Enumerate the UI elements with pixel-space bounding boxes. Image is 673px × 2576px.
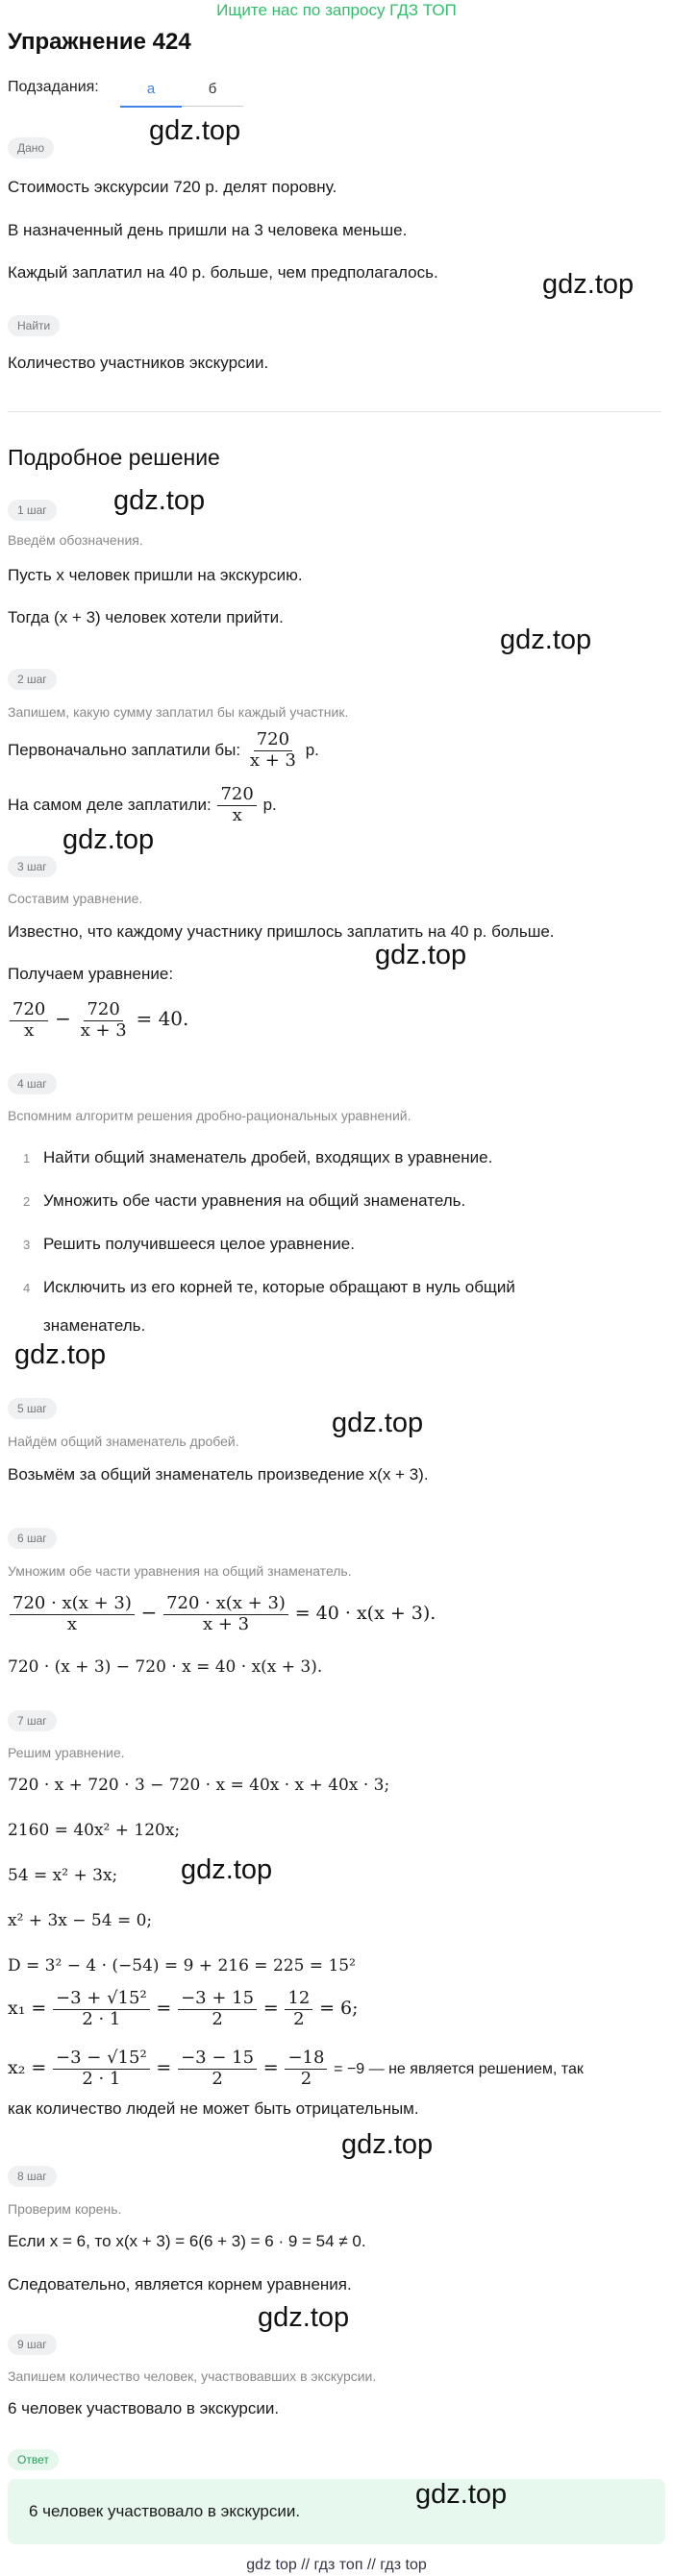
divider bbox=[8, 411, 661, 412]
step-7-desc: Решим уравнение. bbox=[8, 1745, 125, 1760]
root-x2 bbox=[8, 2039, 584, 2098]
list-number: 3 bbox=[23, 1238, 31, 1252]
fraction bbox=[10, 1000, 48, 1041]
list-number: 2 bbox=[23, 1194, 31, 1209]
equation-line: D = 3² − 4 · (−54) = 9 + 216 = 225 = 15² bbox=[8, 1956, 356, 1975]
step-3-line-2: Получаем уравнение: bbox=[8, 965, 174, 983]
watermark: gdz.top bbox=[14, 1339, 107, 1370]
watermark: gdz.top bbox=[341, 2129, 434, 2160]
watermark: gdz.top bbox=[415, 2479, 508, 2510]
given-line-2: В назначенный день пришли на 3 человека меньше. bbox=[8, 221, 408, 239]
equation-line: 54 = x² + 3x; bbox=[8, 1866, 118, 1885]
fraction bbox=[53, 1989, 150, 2029]
x2-explanation: как количество людей не может быть отрицательным. bbox=[8, 2099, 419, 2118]
step-1-line-1: Пусть x человек пришли на экскурсию. bbox=[8, 566, 303, 584]
denominator: x bbox=[24, 1020, 35, 1042]
step-3-line-1: Известно, что каждому участнику пришлось заплатить на 40 р. больше. bbox=[8, 922, 555, 941]
answer-text: 6 человек участвовало в экскурсии. bbox=[29, 2502, 301, 2520]
numerator: 720 bbox=[254, 730, 292, 751]
watermark: gdz.top bbox=[500, 625, 592, 655]
step-3-desc: Составим уравнение. bbox=[8, 891, 143, 906]
watermark: gdz.top bbox=[258, 2302, 350, 2333]
fraction bbox=[78, 1000, 130, 1041]
numerator: 720 · x(x + 3) bbox=[10, 1594, 135, 1615]
step-6-badge: 6 шаг bbox=[8, 1528, 57, 1549]
equals: = bbox=[262, 2057, 279, 2078]
step-7-badge: 7 шаг bbox=[8, 1710, 57, 1731]
watermark: gdz.top bbox=[332, 1408, 424, 1438]
watermark: gdz.top bbox=[62, 824, 155, 855]
step-5-desc: Найдём общий знаменатель дробей. bbox=[8, 1434, 239, 1449]
list-number: 4 bbox=[23, 1281, 31, 1295]
numerator: 720 bbox=[10, 1000, 48, 1021]
equation-line: x² + 3x − 54 = 0; bbox=[8, 1911, 153, 1930]
list-item: Исключить из его корней те, которые обращают в нуль общий bbox=[43, 1278, 515, 1296]
subtasks-label: Подзадания: bbox=[8, 79, 99, 95]
fraction bbox=[217, 785, 256, 825]
x2-result: = −9 — не является решением, так bbox=[334, 2061, 584, 2077]
denominator: 2 · 1 bbox=[82, 2069, 121, 2090]
step-2-desc: Запишем, какую сумму заплатил бы каждый участник. bbox=[8, 704, 349, 720]
answer-badge: Ответ bbox=[8, 2449, 59, 2470]
fraction bbox=[285, 2049, 327, 2089]
minus: − bbox=[140, 1601, 158, 1624]
step-2-line-2-text: На самом деле заплатили: bbox=[8, 796, 212, 814]
solution-title: Подробное решение bbox=[8, 445, 220, 470]
numerator: −18 bbox=[285, 2049, 327, 2070]
step-4-desc: Вспомним алгоритм решения дробно-рациональных уравнений. bbox=[8, 1108, 411, 1123]
fraction bbox=[285, 1989, 312, 2029]
step-2-line-1 bbox=[8, 724, 319, 777]
numerator: 720 bbox=[84, 1000, 122, 1021]
fraction bbox=[163, 1594, 288, 1634]
list-number: 1 bbox=[23, 1151, 31, 1165]
watermark: gdz.top bbox=[375, 940, 467, 970]
equals: = bbox=[156, 2057, 172, 2078]
denominator: x + 3 bbox=[80, 1020, 127, 1042]
step-1-line-2: Тогда (x + 3) человек хотели прийти. bbox=[8, 608, 284, 626]
fraction bbox=[178, 2049, 257, 2089]
step-9-desc: Запишем количество человек, участвовавших в экскурсии. bbox=[8, 2368, 377, 2384]
denominator: x bbox=[232, 805, 242, 826]
watermark: gdz.top bbox=[149, 115, 241, 146]
step-3-badge: 3 шаг bbox=[8, 856, 57, 877]
answer-box bbox=[8, 2479, 665, 2544]
given-badge: Дано bbox=[8, 137, 54, 159]
step-9-badge: 9 шаг bbox=[8, 2334, 57, 2355]
denominator: x + 3 bbox=[249, 750, 296, 772]
x1-label: x₁ = bbox=[8, 1998, 47, 2019]
watermark: gdz.top bbox=[542, 269, 635, 300]
step-5-badge: 5 шаг bbox=[8, 1398, 57, 1419]
equals: = bbox=[156, 1998, 172, 2019]
tab-b[interactable]: б bbox=[182, 73, 243, 107]
given-line-3: Каждый заплатил на 40 р. больше, чем предполагалось. bbox=[8, 263, 438, 282]
numerator: 720 bbox=[217, 785, 256, 806]
equation-rhs: = 40. bbox=[136, 1007, 189, 1030]
denominator: 2 bbox=[300, 2069, 312, 2090]
denominator: x bbox=[66, 1614, 77, 1635]
unit: р. bbox=[262, 796, 277, 814]
step-6-desc: Умножим обе части уравнения на общий знаменатель. bbox=[8, 1563, 352, 1579]
x1-result: = 6; bbox=[319, 1998, 359, 2019]
fraction bbox=[10, 1594, 135, 1634]
denominator: 2 bbox=[293, 2009, 305, 2030]
step-2-line-1-text: Первоначально заплатили бы: bbox=[8, 741, 241, 759]
step-1-desc: Введём обозначения. bbox=[8, 532, 143, 548]
step-1-badge: 1 шаг bbox=[8, 500, 57, 521]
list-item-continued: знаменатель. bbox=[43, 1316, 146, 1335]
find-line-1: Количество участников экскурсии. bbox=[8, 354, 269, 372]
step-8-desc: Проверим корень. bbox=[8, 2201, 122, 2217]
root-x1 bbox=[8, 1979, 359, 2038]
list-item: Умножить обе части уравнения на общий знаменатель. bbox=[43, 1191, 466, 1210]
fraction bbox=[178, 1989, 257, 2029]
given-line-1: Стоимость экскурсии 720 р. делят поровну. bbox=[8, 178, 337, 196]
fraction bbox=[53, 2049, 150, 2089]
denominator: x + 3 bbox=[202, 1614, 250, 1635]
search-hint[interactable]: Ищите нас по запросу ГДЗ ТОП bbox=[216, 1, 457, 19]
numerator: −3 + 15 bbox=[178, 1989, 257, 2010]
numerator: 720 · x(x + 3) bbox=[163, 1594, 288, 1615]
denominator: 2 bbox=[212, 2009, 223, 2030]
step-8-line-1: Если x = 6, то x(x + 3) = 6(6 + 3) = 6 · 9 = 54 ≠ 0. bbox=[8, 2232, 366, 2250]
numerator: −3 − 15 bbox=[178, 2049, 257, 2070]
denominator: 2 bbox=[212, 2069, 223, 2090]
equation-rhs: = 40 · x(x + 3). bbox=[294, 1603, 436, 1624]
step-4-badge: 4 шаг bbox=[8, 1073, 57, 1094]
numerator: −3 − √15² bbox=[53, 2049, 150, 2070]
list-item: Найти общий знаменатель дробей, входящих в уравнение. bbox=[43, 1148, 493, 1166]
equation-2: 720 · (x + 3) − 720 · x = 40 · x(x + 3). bbox=[8, 1657, 323, 1677]
fraction bbox=[247, 730, 299, 771]
numerator: −3 + √15² bbox=[53, 1989, 150, 2010]
footer-links[interactable]: gdz top // гдз топ // гдз top bbox=[246, 2557, 427, 2573]
step-2-badge: 2 шаг bbox=[8, 669, 57, 690]
watermark: gdz.top bbox=[181, 1854, 273, 1885]
minus: − bbox=[55, 1007, 71, 1030]
unit: р. bbox=[305, 741, 319, 759]
list-item: Решить получившееся целое уравнение. bbox=[43, 1235, 355, 1253]
watermark: gdz.top bbox=[113, 485, 206, 516]
equation-line: 720 · x + 720 · 3 − 720 · x = 40x · x + 40x · 3; bbox=[8, 1776, 390, 1795]
page-title: Упражнение 424 bbox=[8, 29, 191, 55]
equals: = bbox=[262, 1998, 279, 2019]
tab-a[interactable]: а bbox=[120, 73, 182, 108]
step-9-line-1: 6 человек участвовало в экскурсии. bbox=[8, 2399, 280, 2417]
x2-label: x₂ = bbox=[8, 2057, 47, 2078]
step-8-badge: 8 шаг bbox=[8, 2166, 57, 2187]
equation-line: 2160 = 40x² + 120x; bbox=[8, 1821, 181, 1840]
step-8-line-2: Следовательно, является корнем уравнения. bbox=[8, 2275, 352, 2294]
find-badge: Найти bbox=[8, 315, 60, 336]
denominator: 2 · 1 bbox=[82, 2009, 121, 2030]
equation bbox=[8, 1585, 436, 1641]
numerator: 12 bbox=[285, 1989, 312, 2010]
equation bbox=[8, 992, 188, 1047]
step-5-line-1: Возьмём за общий знаменатель произведение x(x + 3). bbox=[8, 1465, 429, 1484]
